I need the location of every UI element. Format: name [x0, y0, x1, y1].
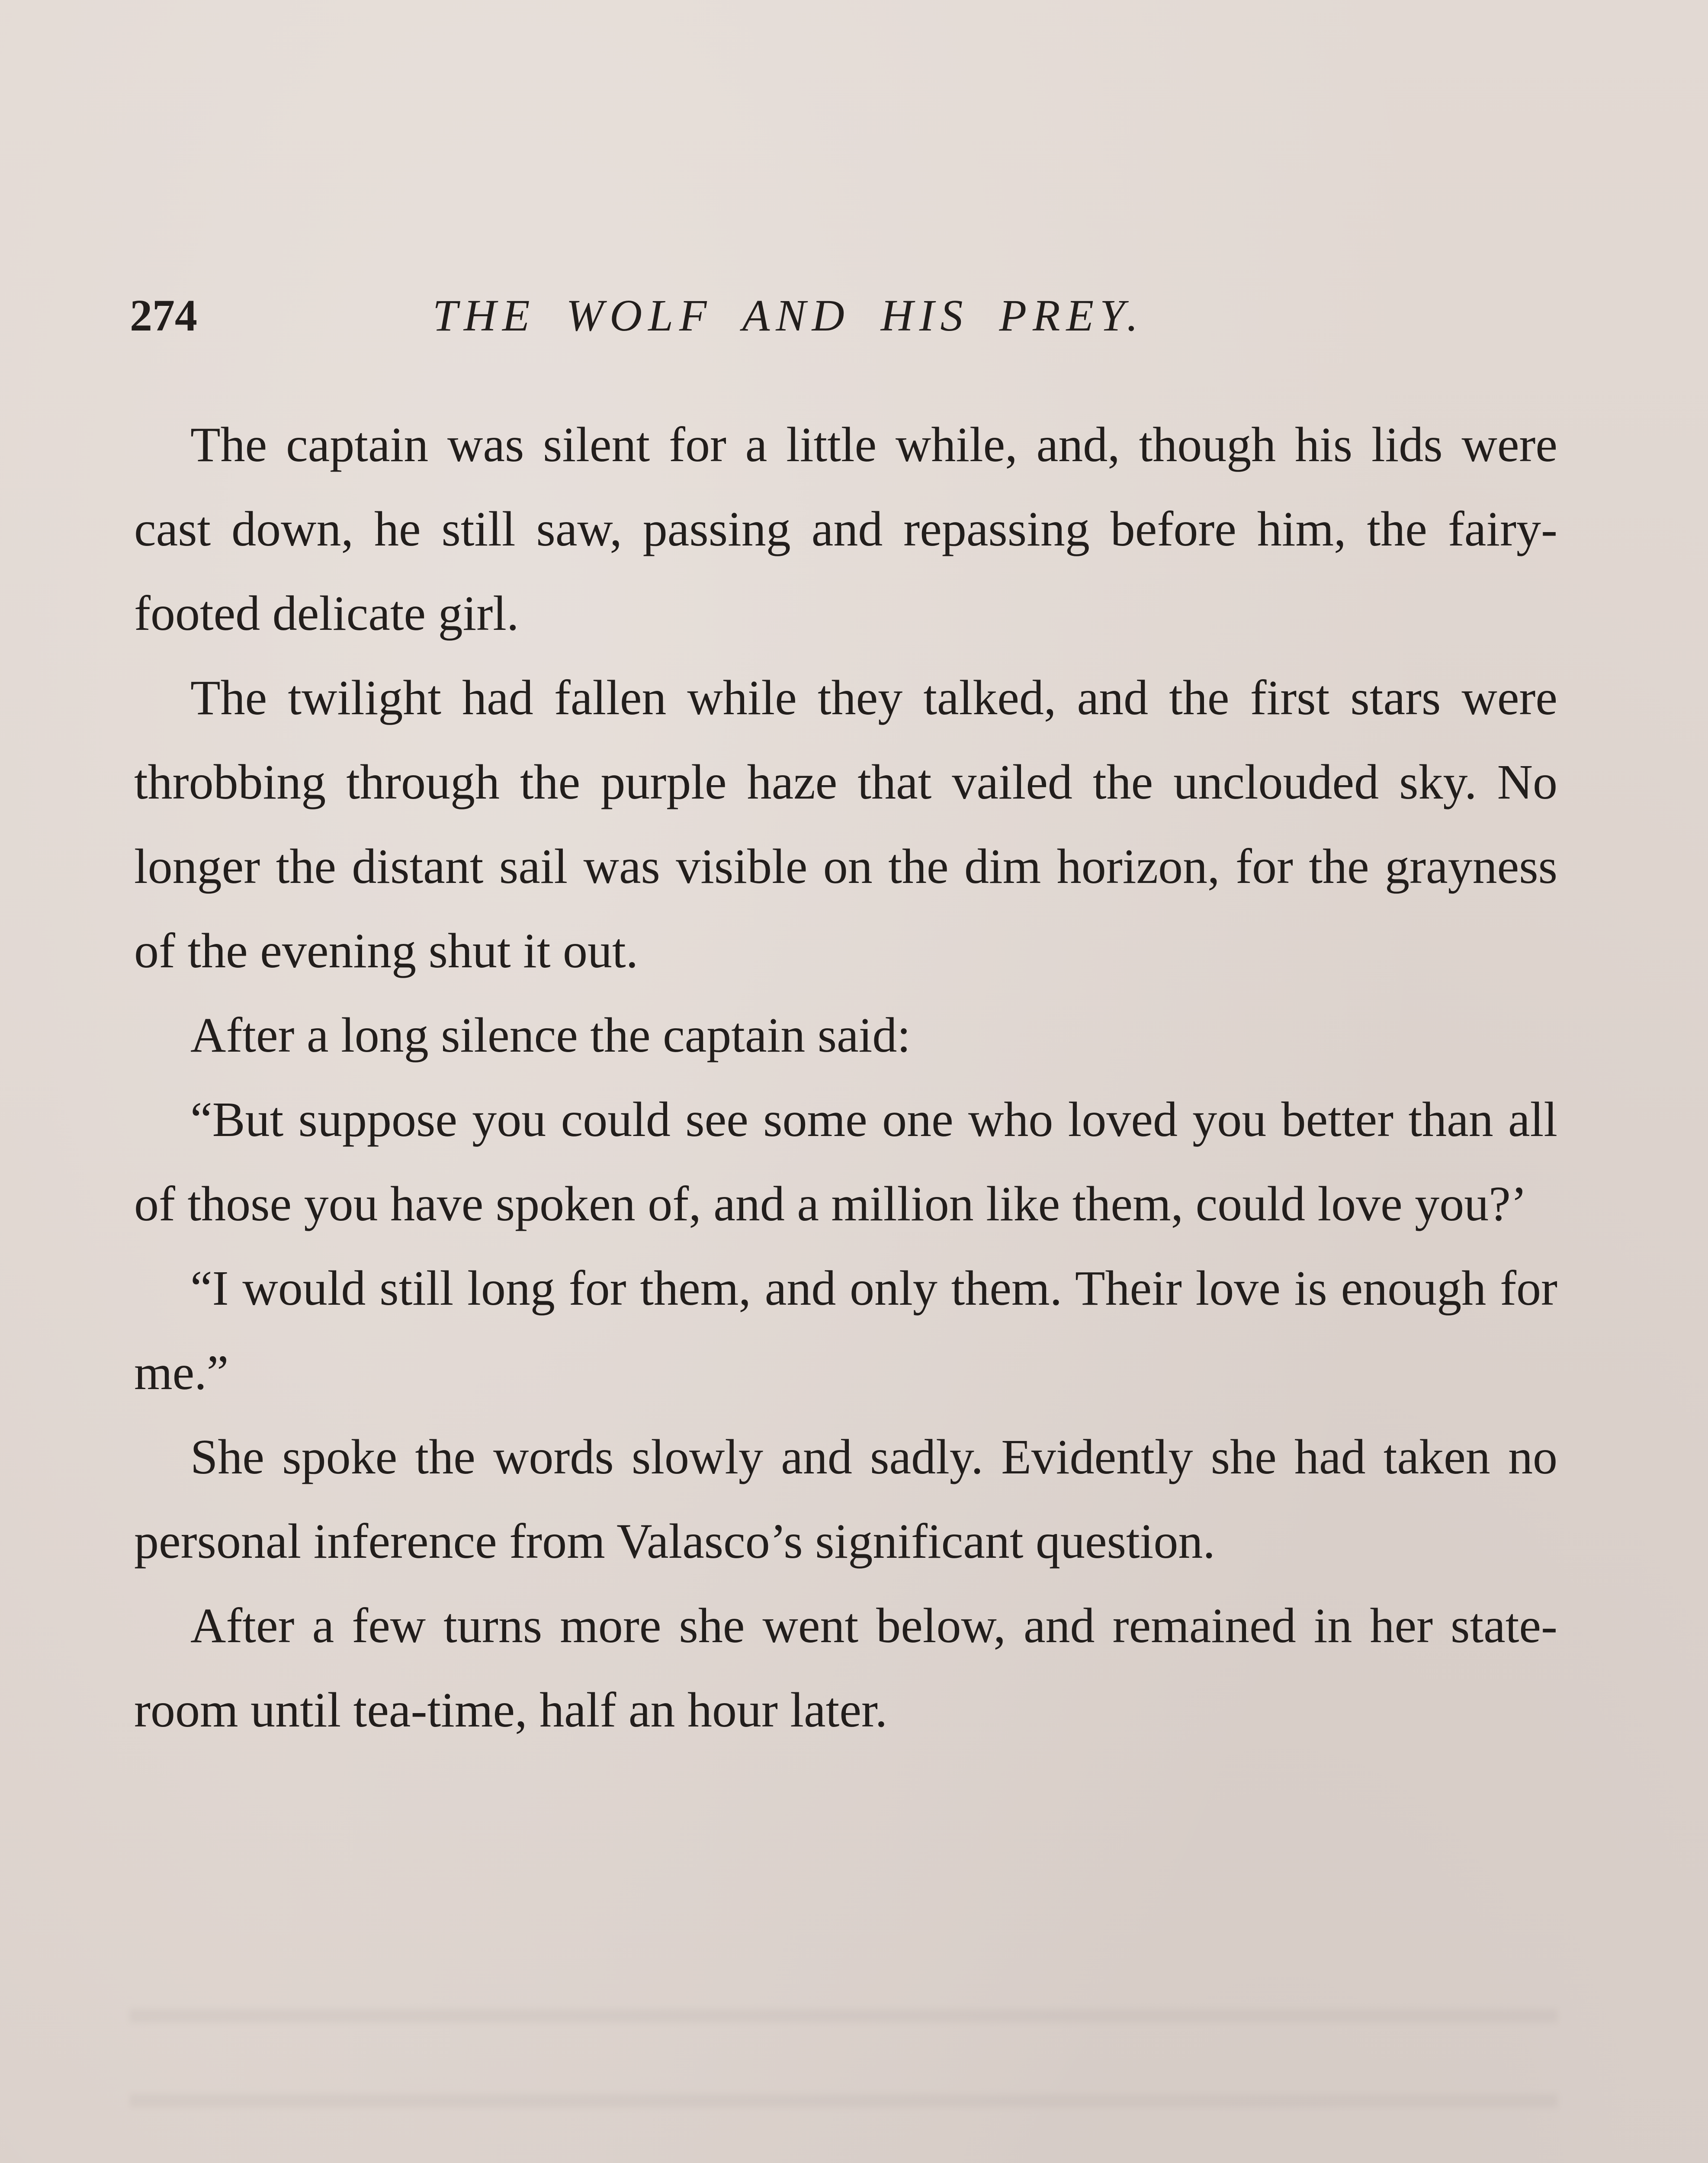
paragraph: After a long silence the captain said:	[190, 1008, 911, 1062]
paragraph: The twilight had fallen while they talked, and the first stars were throbbing through the purple haze that vailed the unclouded sky. No longer the distant sail was visible on the dim horizon, for the grayness of the evening shut it out.	[134, 670, 1557, 978]
running-head: THE WOLF AND HIS PREY.	[433, 291, 1144, 340]
page-header	[130, 281, 1557, 350]
show-through-text	[130, 1947, 1557, 2163]
paragraph: After a few turns more she went below, and remained in her state-room until tea-time, half an hour later.	[134, 1598, 1557, 1737]
body-text	[134, 402, 1557, 1752]
paragraph: The captain was silent for a little while, and, though his lids were cast down, he still saw, passing and repassing before him, the fairy-footed delicate girl.	[134, 417, 1557, 641]
paragraph: She spoke the words slowly and sadly. Evidently she had taken no personal inference from Valasco’s significant question.	[134, 1429, 1557, 1569]
page-number: 274	[130, 291, 197, 340]
paragraph: “But suppose you could see some one who loved you better than all of those you have spoken of, and a million like them, could love you?’	[134, 1092, 1557, 1231]
paragraph: “I would still long for them, and only them. Their love is enough for me.”	[134, 1261, 1557, 1400]
